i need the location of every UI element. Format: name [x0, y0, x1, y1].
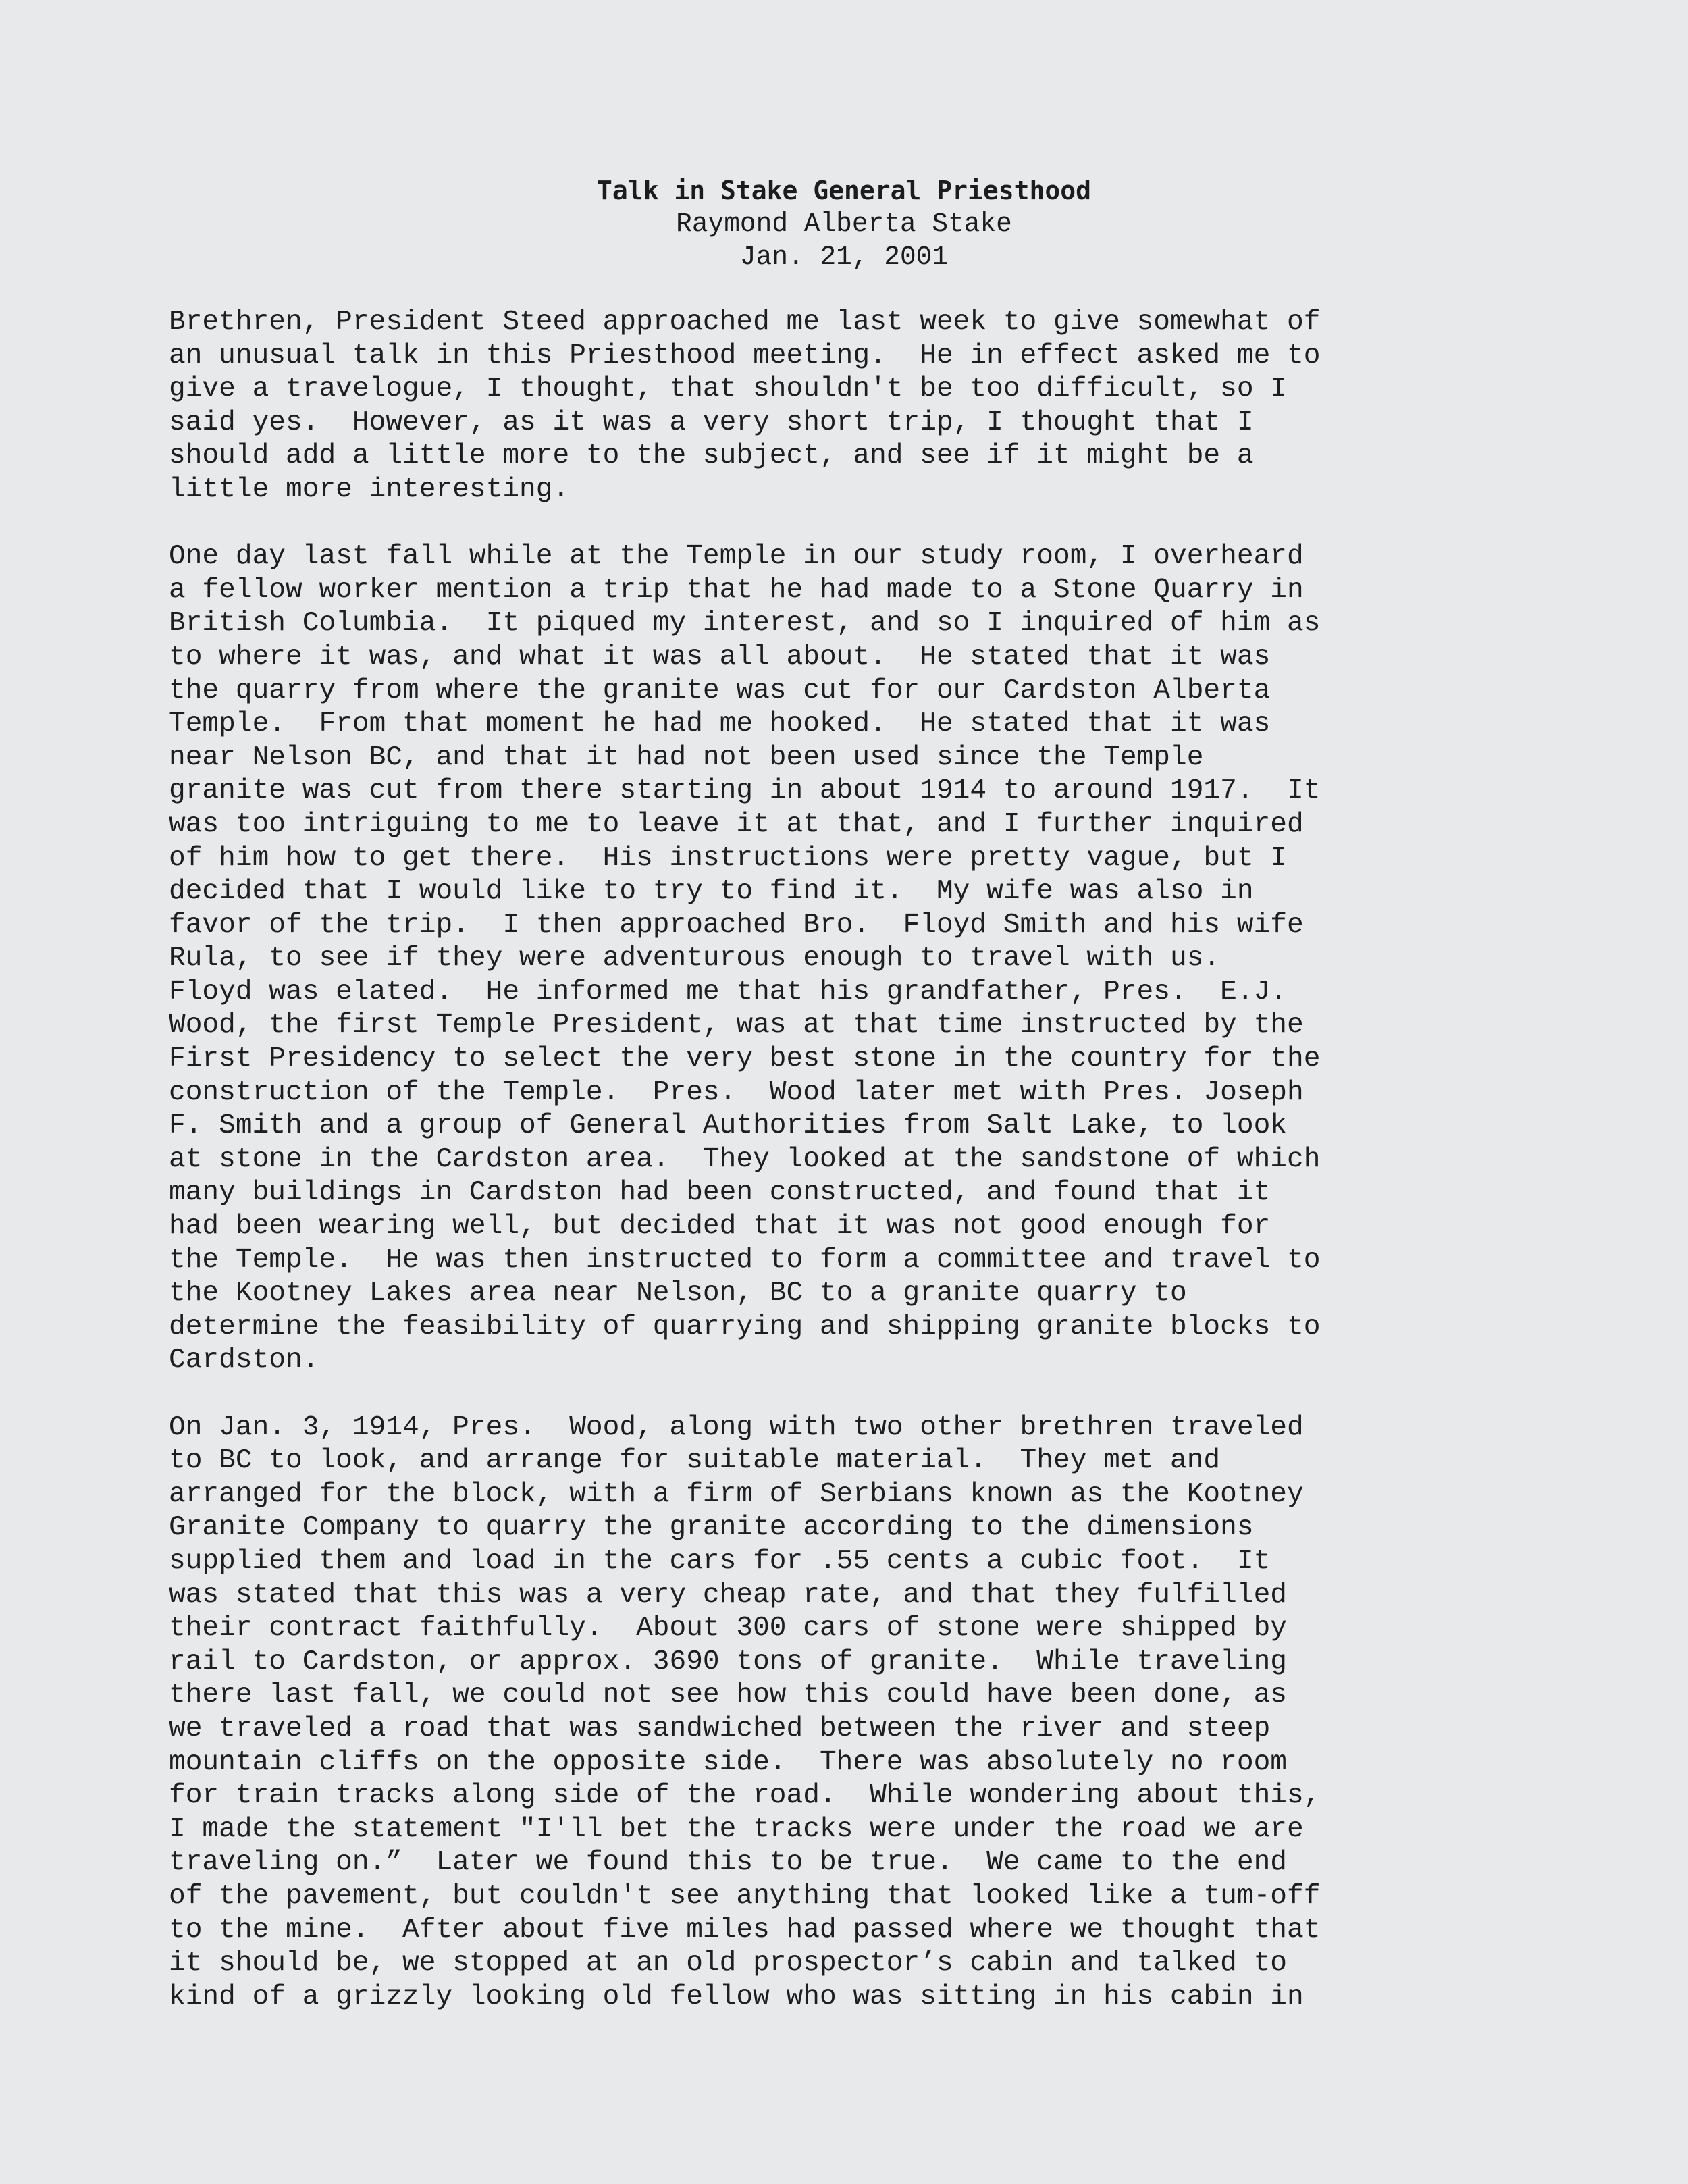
text-line: Granite Company to quarry the granite according to the dimensions: [169, 1512, 1254, 1544]
text-line: construction of the Temple. Pres. Wood later met with Pres. Joseph: [169, 1076, 1304, 1108]
text-line: arranged for the block, with a firm of Serbians known as the Kootney: [169, 1478, 1304, 1510]
text-line: rail to Cardston, or approx. 3690 tons of granite. While traveling: [169, 1646, 1288, 1678]
text-line: I made the statement "I'll bet the tracks were under the road we are: [169, 1813, 1304, 1845]
document-header: [0, 174, 1688, 274]
text-line: of him how to get there. His instructions were pretty vague, but I: [169, 842, 1288, 874]
text-line: to BC to look, and arrange for suitable material. They met and: [169, 1445, 1221, 1477]
text-line: One day last fall while at the Temple in our study room, I overheard: [169, 541, 1304, 573]
text-line: decided that I would like to try to find it. My wife was also in: [169, 876, 1254, 908]
text-line: favor of the trip. I then approached Bro. Floyd Smith and his wife: [169, 909, 1304, 941]
text-line: granite was cut from there starting in about 1914 to around 1917. It: [169, 775, 1321, 807]
text-line: give a travelogue, I thought, that shouldn't be too difficult, so I: [169, 373, 1288, 405]
text-line: of the pavement, but couldn't see anything that looked like a tum-off: [169, 1880, 1321, 1912]
text-line: near Nelson BC, and that it had not been used since the Temple: [169, 742, 1204, 773]
text-line: for train tracks along side of the road. While wondering about this,: [169, 1780, 1321, 1812]
text-line: Rula, to see if they were adventurous enough to travel with us.: [169, 943, 1221, 974]
text-line: On Jan. 3, 1914, Pres. Wood, along with two other brethren traveled: [169, 1411, 1304, 1443]
text-line: F. Smith and a group of General Authorities from Salt Lake, to look: [169, 1110, 1288, 1142]
document-body: [169, 306, 1533, 2048]
text-line: was stated that this was a very cheap rate, and that they fulfilled: [169, 1579, 1288, 1611]
text-line: many buildings in Cardston had been constructed, and found that it: [169, 1177, 1271, 1209]
text-line: Floyd was elated. He informed me that his grandfather, Pres. E.J.: [169, 976, 1288, 1008]
talk-date: Jan. 21, 2001: [739, 242, 949, 272]
text-line: it should be, we stopped at an old prospector’s cabin and talked to: [169, 1948, 1288, 1979]
text-line: the Kootney Lakes area near Nelson, BC to a granite quarry to: [169, 1278, 1187, 1309]
text-line: Brethren, President Steed approached me last week to give somewhat of: [169, 307, 1321, 338]
text-line: to the mine. After about five miles had passed where we thought that: [169, 1914, 1321, 1946]
text-line: had been wearing well, but decided that it was not good enough for: [169, 1211, 1271, 1243]
text-line: there last fall, we could not see how this could have been done, as: [169, 1680, 1288, 1711]
document-title: Talk in Stake General Priesthood: [596, 176, 1092, 205]
text-line: a fellow worker mention a trip that he had made to a Stone Quarry in: [169, 574, 1304, 606]
text-line: said yes. However, as it was a very short trip, I thought that I: [169, 407, 1254, 438]
text-line: determine the feasibility of quarrying and shipping granite blocks to: [169, 1311, 1321, 1343]
text-line: Wood, the first Temple President, was at that time instructed by the: [169, 1010, 1304, 1041]
text-line: the Temple. He was then instructed to form a committee and travel to: [169, 1244, 1321, 1276]
text-line: First Presidency to select the very best stone in the country for the: [169, 1043, 1321, 1075]
text-line: at stone in the Cardston area. They looked at the sandstone of which: [169, 1143, 1321, 1175]
text-line: Temple. From that moment he had me hooked. He stated that it was: [169, 708, 1271, 740]
text-line: an unusual talk in this Priesthood meeting. He in effect asked me to: [169, 340, 1321, 371]
text-line: little more interesting.: [169, 473, 570, 505]
paragraph: [169, 306, 1533, 507]
text-line: we traveled a road that was sandwiched between the river and steep: [169, 1713, 1271, 1744]
paragraph: [169, 1411, 1533, 2014]
text-line: the quarry from where the granite was cut for our Cardston Alberta: [169, 675, 1271, 706]
text-line: British Columbia. It piqued my interest, and so I inquired of him as: [169, 608, 1321, 640]
text-line: traveling on.” Later we found this to be true. We came to the end: [169, 1847, 1288, 1879]
text-line: supplied them and load in the cars for .55 cents a cubic foot. It: [169, 1545, 1271, 1577]
text-line: was too intriguing to me to leave it at that, and I further inquired: [169, 808, 1304, 840]
text-line: Cardston.: [169, 1345, 319, 1376]
text-line: their contract faithfully. About 300 cars of stone were shipped by: [169, 1613, 1288, 1644]
text-line: should add a little more to the subject, and see if it might be a: [169, 440, 1254, 472]
text-line: kind of a grizzly looking old fellow who was sitting in his cabin in: [169, 1981, 1304, 2012]
text-line: mountain cliffs on the opposite side. There was absolutely no room: [169, 1746, 1288, 1778]
stake-name: Raymond Alberta Stake: [676, 209, 1012, 239]
text-line: to where it was, and what it was all about. He stated that it was: [169, 641, 1271, 673]
paragraph: [169, 540, 1533, 1378]
